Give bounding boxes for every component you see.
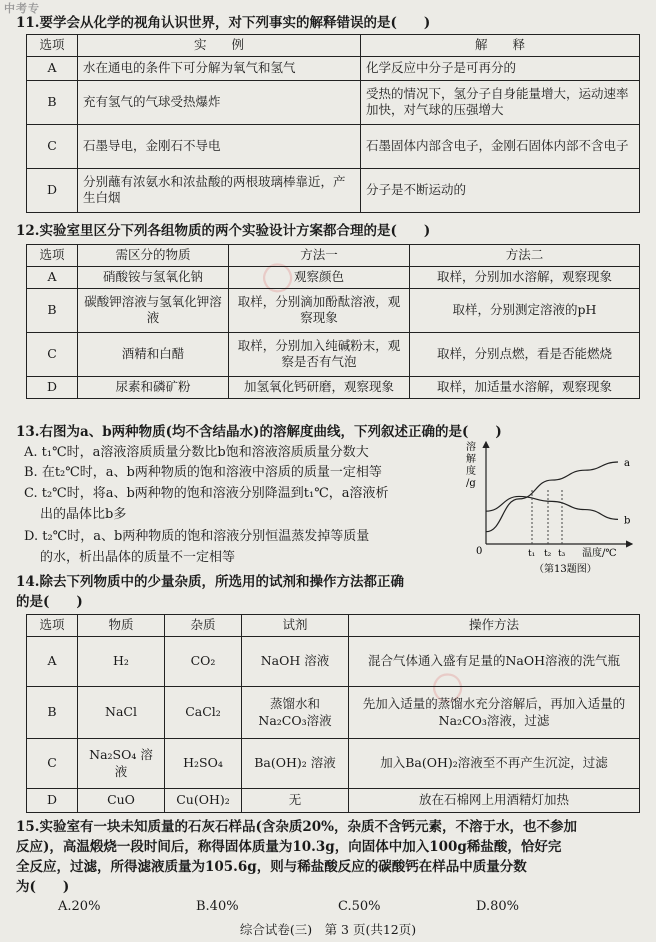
x-axis-label: 温度/℃ (582, 548, 617, 559)
table-cell: 硝酸铵与氢氧化钠 (78, 266, 229, 288)
origin-label: 0 (476, 546, 483, 557)
x-tick-label: t₃ (558, 549, 566, 559)
question-15-line-4: 为( ) (16, 879, 70, 895)
option-c-continued: 出的晶体比b多 (40, 507, 127, 522)
figure-caption: （第13题图） (534, 564, 597, 575)
table-cell: 酒精和白醋 (78, 332, 229, 376)
table-cell: D (27, 789, 78, 813)
x-tick-label: t₂ (544, 549, 552, 559)
table-header: 试剂 (242, 615, 349, 637)
option-a: A.20% (58, 899, 101, 914)
table-header: 需区分的物质 (78, 245, 229, 267)
option-c: C.50% (338, 899, 381, 914)
table-cell: 石墨导电，金刚石不导电 (78, 124, 361, 168)
question-13-stem: 13.右图为a、b两种物质(均不含结晶水)的溶解度曲线，下列叙述正确的是( ) (16, 424, 502, 440)
table-cell: C (27, 739, 78, 789)
table-cell: 放在石棉网上用酒精灯加热 (349, 789, 640, 813)
red-stamp-watermark: ○ (251, 248, 301, 303)
option-a: A. t₁℃时，a溶液溶质质量分数比b饱和溶液溶质质量分数大 (24, 445, 369, 460)
table-cell: 分别蘸有浓氨水和浓盐酸的两根玻璃棒靠近，产生白烟 (78, 168, 361, 212)
option-d: D.80% (476, 899, 519, 914)
table-cell: Ba(OH)₂ 溶液 (242, 739, 349, 789)
table-cell: NaOH 溶液 (242, 637, 349, 687)
table-cell: A (27, 56, 78, 80)
question-14-table (26, 614, 640, 813)
curve-a (486, 462, 618, 532)
table-cell: 取样，加适量水溶解，观察现象 (410, 376, 640, 398)
series-label-b: b (624, 515, 631, 527)
curve-b (486, 496, 618, 519)
question-14-stem: 14.除去下列物质中的少量杂质，所选用的试剂和操作方法都正确 (16, 574, 404, 590)
table-cell: 蒸馏水和Na₂CO₃溶液 (242, 687, 349, 739)
y-axis-label: 溶解度/g (466, 442, 476, 489)
table-header: 选项 (27, 245, 78, 267)
table-header: 实 例 (78, 35, 361, 57)
question-14-stem-continued: 的是( ) (16, 594, 83, 610)
table-cell: 无 (242, 789, 349, 813)
table-cell: Na₂SO₄ 溶液 (78, 739, 165, 789)
table-cell: 观察颜色 (229, 266, 410, 288)
table-header: 方法二 (410, 245, 640, 267)
table-cell: 取样，分别加入纯碱粉末，观察是否有气泡 (229, 332, 410, 376)
red-stamp-watermark: ○ (421, 658, 471, 713)
series-label-a: a (624, 458, 630, 469)
question-11-stem: 11.要学会从化学的视角认识世界，对下列事实的解释错误的是( ) (16, 15, 431, 31)
table-cell: 水在通电的条件下可分解为氧气和氢气 (78, 56, 361, 80)
table-header: 选项 (27, 35, 78, 57)
x-tick-label: t₁ (528, 549, 536, 559)
watermark-logo: 中考专 (4, 2, 40, 15)
option-c: C. t₂℃时，将a、b两种物的饱和溶液分别降温到t₁℃，a溶液析 (24, 486, 389, 501)
table-cell: H₂ (78, 637, 165, 687)
table-cell: D (27, 376, 78, 398)
table-cell: 充有氢气的气球受热爆炸 (78, 80, 361, 124)
question-15-line-2: 反应)，高温煅烧一段时间后，称得固体质量为10.3g，向固体中加入100g稀盐酸，恰好完 (16, 839, 562, 855)
table-cell: 碳酸钾溶液与氢氧化钾溶液 (78, 288, 229, 332)
table-cell: A (27, 637, 78, 687)
table-cell: 加入Ba(OH)₂溶液至不再产生沉淀，过滤 (349, 739, 640, 789)
table-cell: 取样，分别点燃，看是否能燃烧 (410, 332, 640, 376)
question-12-table (26, 244, 640, 399)
table-header: 杂质 (165, 615, 242, 637)
option-d-continued: 的水，析出晶体的质量不一定相等 (40, 550, 236, 565)
option-b: B. 在t₂℃时，a、b两种物质的饱和溶液中溶质的质量一定相等 (24, 465, 382, 480)
option-b: B.40% (196, 899, 239, 914)
table-cell: B (27, 80, 78, 124)
table-cell: NaCl (78, 687, 165, 739)
table-cell: 尿素和磷矿粉 (78, 376, 229, 398)
table-cell: CuO (78, 789, 165, 813)
question-12-stem: 12.实验室里区分下列各组物质的两个实验设计方案都合理的是( ) (16, 223, 431, 239)
table-cell: 受热的情况下，氢分子自身能量增大，运动速率加快，对气球的压强增大 (361, 80, 640, 124)
question-15-line-1: 15.实验室有一块未知质量的石灰石样品(含杂质20%，杂质不含钙元素，不溶于水，也不参加 (16, 819, 577, 835)
table-cell: 取样，分别加水溶解，观察现象 (410, 266, 640, 288)
table-cell: B (27, 687, 78, 739)
table-cell: CaCl₂ (165, 687, 242, 739)
table-cell: Cu(OH)₂ (165, 789, 242, 813)
solubility-chart (462, 438, 648, 576)
table-cell: B (27, 288, 78, 332)
table-cell: 石墨固体内部含电子，金刚石固体内部不含电子 (361, 124, 640, 168)
table-header: 解 释 (361, 35, 640, 57)
question-11-table (26, 34, 640, 213)
question-15-line-3: 全反应，过滤，所得滤液质量为105.6g，则与稀盐酸反应的碳酸钙在样品中质量分数 (16, 859, 527, 875)
page-footer: 综合试卷(三) 第 3 页(共12页) (239, 922, 417, 937)
table-cell: CO₂ (165, 637, 242, 687)
table-header: 物质 (78, 615, 165, 637)
table-cell: 混合气体通入盛有足量的NaOH溶液的洗气瓶 (349, 637, 640, 687)
table-cell: 取样，分别测定溶液的pH (410, 288, 640, 332)
option-d: D. t₂℃时，a、b两种物质的饱和溶液分别恒温蒸发掉等质量 (24, 529, 370, 544)
table-cell: 加氢氧化钙研磨，观察现象 (229, 376, 410, 398)
table-header: 方法一 (229, 245, 410, 267)
table-cell: 取样，分别滴加酚酞溶液，观察现象 (229, 288, 410, 332)
table-cell: 化学反应中分子是可再分的 (361, 56, 640, 80)
table-header: 操作方法 (349, 615, 640, 637)
table-cell: H₂SO₄ (165, 739, 242, 789)
table-cell: C (27, 332, 78, 376)
table-cell: 先加入适量的蒸馏水充分溶解后，再加入适量的Na₂CO₃溶液，过滤 (349, 687, 640, 739)
table-cell: D (27, 168, 78, 212)
table-cell: C (27, 124, 78, 168)
table-cell: A (27, 266, 78, 288)
table-header: 选项 (27, 615, 78, 637)
table-cell: 分子是不断运动的 (361, 168, 640, 212)
